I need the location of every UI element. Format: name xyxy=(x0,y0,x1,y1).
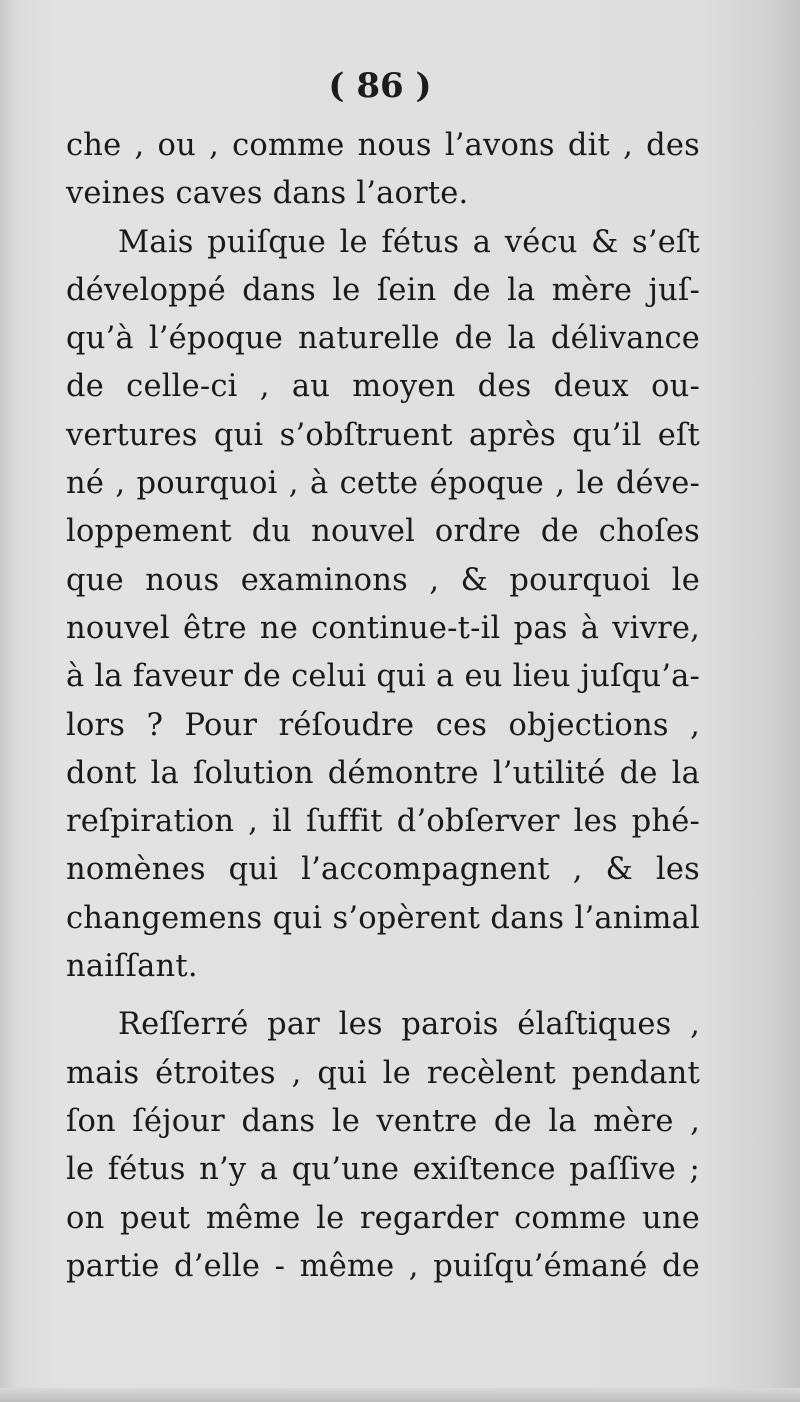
text-line: reſpiration , il ſuffit d’obſerver les phé- xyxy=(66,804,700,840)
text-line: que nous examinons , & pourquoi le xyxy=(66,562,700,598)
text-line: partie d’elle - même , puiſqu’émané de xyxy=(66,1248,700,1284)
text-line: nouvel être ne continue-t-il pas à vivre, xyxy=(66,610,700,646)
text-line: loppement du nouvel ordre de choſes xyxy=(66,514,700,550)
text-line: lors ? Pour réſoudre ces objections , xyxy=(66,707,700,743)
text-line: développé dans le ſein de la mère juſ- xyxy=(66,272,700,308)
text-line: mais étroites , qui le recèlent pendant xyxy=(66,1055,700,1091)
text-line: dont la ſolution démontre l’utilité de la xyxy=(66,755,700,791)
body-text xyxy=(66,122,700,1291)
page-number: ( 86 ) xyxy=(328,66,432,106)
text-line: Reſſerré par les parois élaſtiques , xyxy=(118,1007,700,1043)
text-line: le fétus n’y a qu’une exiſtence paſſive ; xyxy=(66,1152,700,1188)
text-line: ſon ſéjour dans le ventre de la mère , xyxy=(66,1103,700,1139)
text-line: Mais puiſque le fétus a vécu & s’eſt xyxy=(118,224,700,260)
text-line: naiſſant. xyxy=(66,949,198,985)
text-line: qu’à l’époque naturelle de la délivance xyxy=(66,321,700,357)
text-line: nomènes qui l’accompagnent , & les xyxy=(66,852,700,888)
text-line: veines caves dans l’aorte. xyxy=(66,176,469,212)
text-line: de celle-ci , au moyen des deux ou- xyxy=(66,369,700,405)
text-line: changemens qui s’opèrent dans l’animal xyxy=(66,900,700,936)
text-line: che , ou , comme nous l’avons dit , des xyxy=(66,128,700,163)
text-line: on peut même le regarder comme une xyxy=(66,1200,700,1236)
text-line: né , pourquoi , à cette époque , le déve- xyxy=(66,466,700,502)
text-line: à la faveur de celui qui a eu lieu juſqu’a- xyxy=(66,659,700,695)
text-line: vertures qui s’obſtruent après qu’il eſt xyxy=(66,417,700,453)
